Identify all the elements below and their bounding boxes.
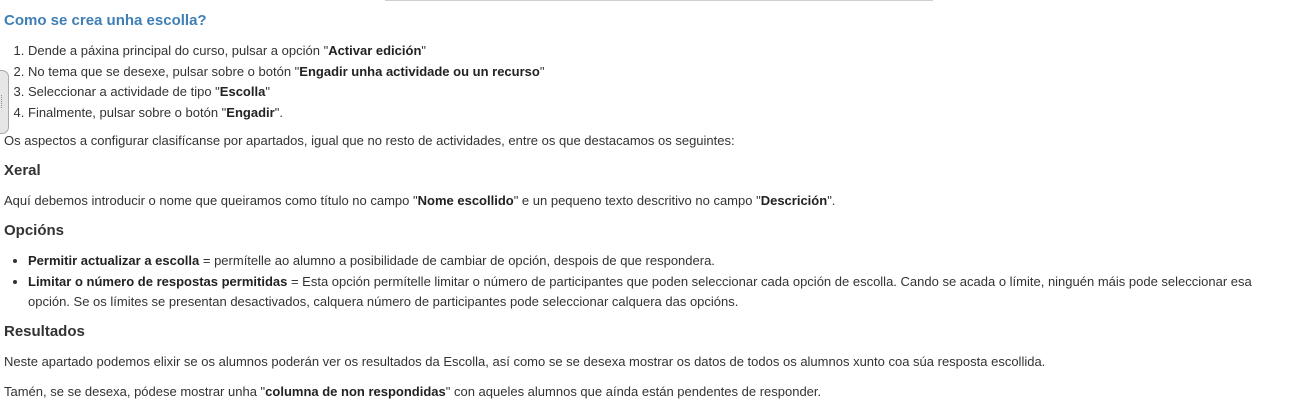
list-item [28, 251, 1284, 272]
xeral-paragraph [4, 191, 1284, 211]
step-text: ". [274, 104, 283, 120]
list-item [28, 103, 1284, 124]
paragraph-text: Aquí debemos introducir o nome que queiramos como título no campo " [4, 193, 418, 209]
section-heading-resultados: Resultados [4, 322, 85, 340]
step-text: Seleccionar a actividade de tipo " [28, 84, 220, 100]
step-bold: Activar edición [328, 43, 422, 58]
option-text: = Esta opción permítelle limitar o número de participantes que poden seleccionar cada opción de escolla. Cando se acada o límite, ninguén máis pode seleccionar esa opción. Se os límites se presentan desactivados, calquera número de participantes pode seleccionar calquera das opcións. [28, 273, 1252, 310]
page-title: Como se crea unha escolla? [4, 12, 207, 29]
list-item [28, 62, 1284, 83]
resultados-paragraph-1: Neste apartado podemos elixir se os alumnos poderán ver os resultados da Escolla, así como se se desexa mostrar os datos de todos os alumnos xunto coa súa resposta escollida. [4, 353, 1046, 369]
main-content [4, 11, 1284, 402]
option-name-bold: Limitar o número de respostas permitidas [28, 273, 288, 289]
step-text: No tema que se desexe, pulsar sobre o botón " [28, 63, 300, 79]
paragraph-text: " e un pequeno texto descritivo no campo " [513, 193, 761, 209]
field-name-bold: columna de non respondidas [265, 383, 446, 399]
step-bold: Escolla [219, 84, 266, 100]
step-text: " [539, 63, 545, 79]
step-text: Dende a páxina principal do curso, pulsar a opción " [28, 43, 329, 58]
step-text: Finalmente, pulsar sobre o botón " [28, 104, 227, 120]
option-text: = permítelle ao alumno a posibilidade de cambiar de opción, despois de que respondera. [199, 253, 715, 269]
option-name-bold: Permitir actualizar a escolla [28, 253, 200, 269]
list-item [28, 272, 1284, 313]
step-bold: Engadir [226, 104, 275, 120]
field-name-bold: Nome escollido [417, 193, 514, 209]
steps-list [4, 41, 1284, 123]
top-divider [385, 0, 933, 1]
section-heading-xeral: Xeral [4, 162, 41, 180]
intro-paragraph: Os aspectos a configurar clasifícanse por apartados, igual que no resto de actividades, entre os que destacamos os seguintes: [4, 133, 735, 149]
options-list [4, 251, 1284, 313]
paragraph-text: ". [827, 193, 836, 209]
step-bold: Engadir unha actividade ou un recurso [299, 63, 540, 79]
resultados-paragraph-2 [4, 382, 1284, 402]
paragraph-text: Tamén, se se desexa, pódese mostrar unha " [4, 383, 266, 399]
section-heading-opcions: Opcións [4, 222, 65, 240]
list-item [28, 41, 1284, 62]
step-text: " [265, 84, 270, 100]
list-item [28, 82, 1284, 103]
paragraph-text: " con aqueles alumnos que aínda están pendentes de responder. [445, 383, 822, 399]
step-text: " [421, 43, 427, 58]
field-name-bold: Descrición [760, 193, 828, 209]
